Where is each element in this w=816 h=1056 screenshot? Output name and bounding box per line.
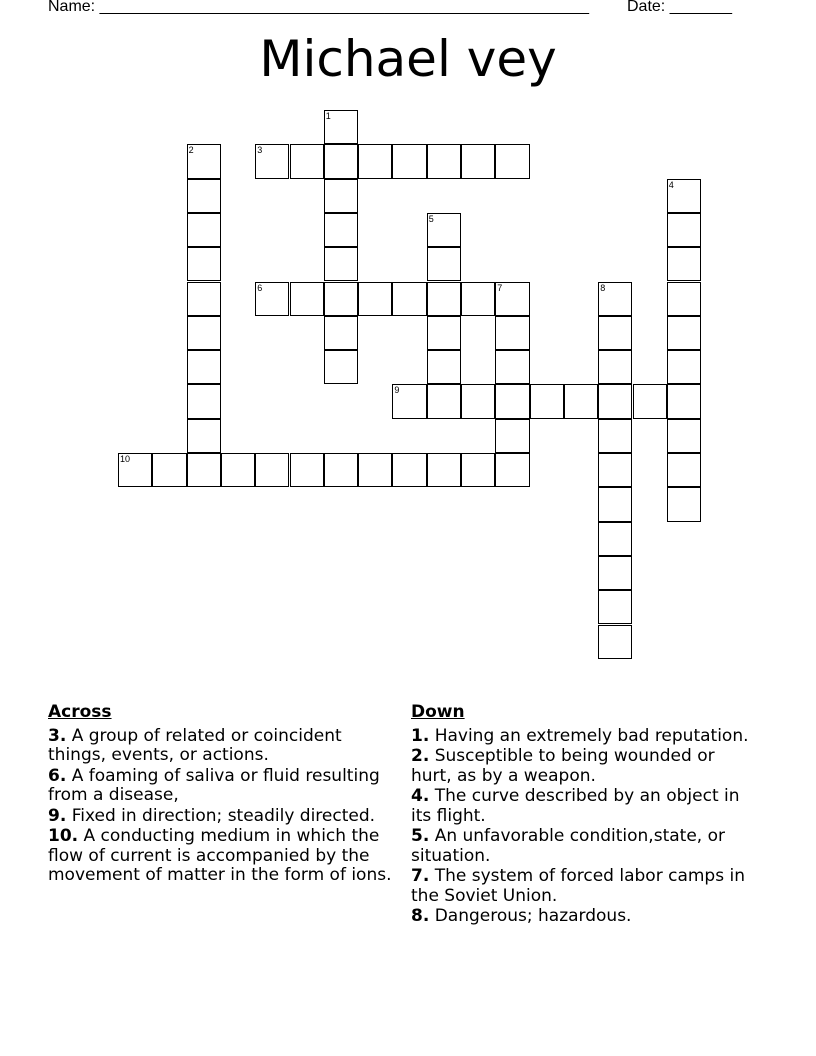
- clue-down-2: [411, 747, 756, 786]
- clue-number-label: 7: [497, 282, 503, 293]
- grid-cell[interactable]: [324, 316, 358, 350]
- clue-down-4: [411, 787, 756, 826]
- clue-number: 1.: [411, 725, 430, 746]
- grid-cell[interactable]: [290, 453, 324, 487]
- grid-cell[interactable]: [324, 453, 358, 487]
- clue-down-7: [411, 867, 756, 906]
- grid-cell[interactable]: [358, 282, 392, 316]
- grid-cell[interactable]: [324, 213, 358, 247]
- grid-cell[interactable]: [392, 282, 426, 316]
- clue-text: An unfavorable condition,state, or situation.: [411, 826, 725, 866]
- grid-cell[interactable]: [598, 590, 632, 624]
- clue-number-label: 4: [668, 179, 674, 190]
- clue-number-label: 3: [257, 145, 263, 156]
- grid-cell[interactable]: [152, 453, 186, 487]
- grid-cell[interactable]: [667, 350, 701, 384]
- clue-text: The curve described by an object in its flight.: [411, 786, 740, 826]
- grid-cell[interactable]: [598, 384, 632, 418]
- clue-number: 10.: [48, 826, 79, 846]
- grid-cell[interactable]: [667, 453, 701, 487]
- grid-cell[interactable]: [633, 384, 667, 418]
- clue-number-label: 5: [428, 213, 434, 224]
- grid-cell[interactable]: [564, 384, 598, 418]
- clue-number: 6.: [48, 765, 67, 786]
- grid-cell[interactable]: [598, 487, 632, 521]
- clue-number: 7.: [411, 866, 430, 886]
- grid-cell[interactable]: [392, 453, 426, 487]
- clue-text: The system of forced labor camps in the Soviet Union.: [411, 866, 745, 906]
- clue-number-label: 6: [257, 282, 263, 293]
- grid-cell[interactable]: [187, 179, 221, 213]
- across-heading: Across: [48, 702, 112, 722]
- grid-cell[interactable]: [187, 419, 221, 453]
- down-heading: Down: [411, 702, 465, 722]
- name-field-label: Name: _______________________________________________________: [48, 0, 589, 15]
- grid-cell[interactable]: [187, 282, 221, 316]
- grid-cell[interactable]: [427, 247, 461, 281]
- grid-cell[interactable]: [427, 144, 461, 178]
- grid-cell[interactable]: [667, 384, 701, 418]
- clue-number-label: 10: [120, 454, 131, 464]
- puzzle-title: Michael vey: [259, 30, 557, 88]
- grid-cell[interactable]: [598, 419, 632, 453]
- grid-cell[interactable]: [598, 453, 632, 487]
- grid-cell[interactable]: [427, 282, 461, 316]
- clue-number: 3.: [48, 725, 67, 746]
- grid-cell[interactable]: [598, 350, 632, 384]
- grid-cell[interactable]: [598, 316, 632, 350]
- grid-cell[interactable]: [290, 144, 324, 178]
- grid-cell[interactable]: [187, 247, 221, 281]
- clue-across-6: [48, 767, 398, 806]
- grid-cell[interactable]: [427, 453, 461, 487]
- grid-cell[interactable]: [187, 453, 221, 487]
- clue-across-9: [48, 807, 398, 827]
- clue-number-label: 9: [394, 385, 400, 396]
- grid-cell[interactable]: [667, 487, 701, 521]
- grid-cell[interactable]: [495, 384, 529, 418]
- grid-cell[interactable]: [598, 522, 632, 556]
- clue-across-3: [48, 727, 398, 766]
- clue-number-label: 1: [325, 111, 331, 121]
- grid-cell[interactable]: [598, 556, 632, 590]
- grid-cell[interactable]: [667, 316, 701, 350]
- grid-cell[interactable]: [392, 144, 426, 178]
- clue-number: 5.: [411, 826, 430, 846]
- grid-cell[interactable]: [598, 625, 632, 659]
- grid-cell[interactable]: [461, 144, 495, 178]
- grid-cell[interactable]: [495, 144, 529, 178]
- clue-number: 8.: [411, 906, 430, 926]
- clue-text: Dangerous; hazardous.: [429, 906, 632, 926]
- clue-down-1: [411, 727, 756, 747]
- grid-cell[interactable]: [255, 453, 289, 487]
- clue-text: Susceptible to being wounded or hurt, as by a weapon.: [411, 746, 715, 786]
- grid-cell[interactable]: [495, 316, 529, 350]
- grid-cell[interactable]: [667, 213, 701, 247]
- clue-text: A foaming of saliva or fluid resulting from a disease,: [48, 765, 380, 805]
- date-field-label: Date: _______: [627, 0, 732, 15]
- grid-cell[interactable]: [530, 384, 564, 418]
- clue-number-label: 8: [600, 282, 606, 293]
- grid-cell[interactable]: [358, 144, 392, 178]
- clue-number-label: 2: [188, 145, 194, 156]
- grid-cell[interactable]: [187, 350, 221, 384]
- grid-cell[interactable]: [667, 282, 701, 316]
- grid-cell[interactable]: [427, 384, 461, 418]
- grid-cell[interactable]: [461, 453, 495, 487]
- clue-number: 2.: [411, 746, 430, 766]
- down-clues: [411, 703, 756, 928]
- grid-cell[interactable]: [495, 453, 529, 487]
- clue-text: A conducting medium in which the flow of current is accompanied by the movement of matter in the form of ions.: [48, 826, 392, 885]
- grid-cell[interactable]: [427, 350, 461, 384]
- grid-cell[interactable]: [324, 282, 358, 316]
- grid-cell[interactable]: [495, 350, 529, 384]
- grid-cell[interactable]: [187, 384, 221, 418]
- grid-cell[interactable]: [461, 282, 495, 316]
- grid-cell[interactable]: [358, 453, 392, 487]
- clue-across-10: [48, 827, 398, 886]
- clue-text: A group of related or coincident things, events, or actions.: [48, 725, 342, 765]
- grid-cell[interactable]: [221, 453, 255, 487]
- clue-text: Fixed in direction; steadily directed.: [66, 805, 376, 826]
- clue-down-5: [411, 827, 756, 866]
- grid-cell[interactable]: [324, 144, 358, 178]
- grid-cell[interactable]: [667, 247, 701, 281]
- grid-cell[interactable]: [324, 247, 358, 281]
- clue-number: 4.: [411, 786, 430, 806]
- across-clues: [48, 703, 398, 887]
- grid-cell[interactable]: [324, 179, 358, 213]
- clue-number: 9.: [48, 805, 67, 826]
- grid-cell[interactable]: [324, 350, 358, 384]
- grid-cell[interactable]: [667, 419, 701, 453]
- grid-cell[interactable]: [187, 316, 221, 350]
- clue-text: Having an extremely bad reputation.: [429, 725, 749, 746]
- grid-cell[interactable]: [461, 384, 495, 418]
- grid-cell[interactable]: [427, 316, 461, 350]
- clue-down-8: [411, 907, 756, 927]
- grid-cell[interactable]: [187, 213, 221, 247]
- grid-cell[interactable]: [495, 419, 529, 453]
- grid-cell[interactable]: [290, 282, 324, 316]
